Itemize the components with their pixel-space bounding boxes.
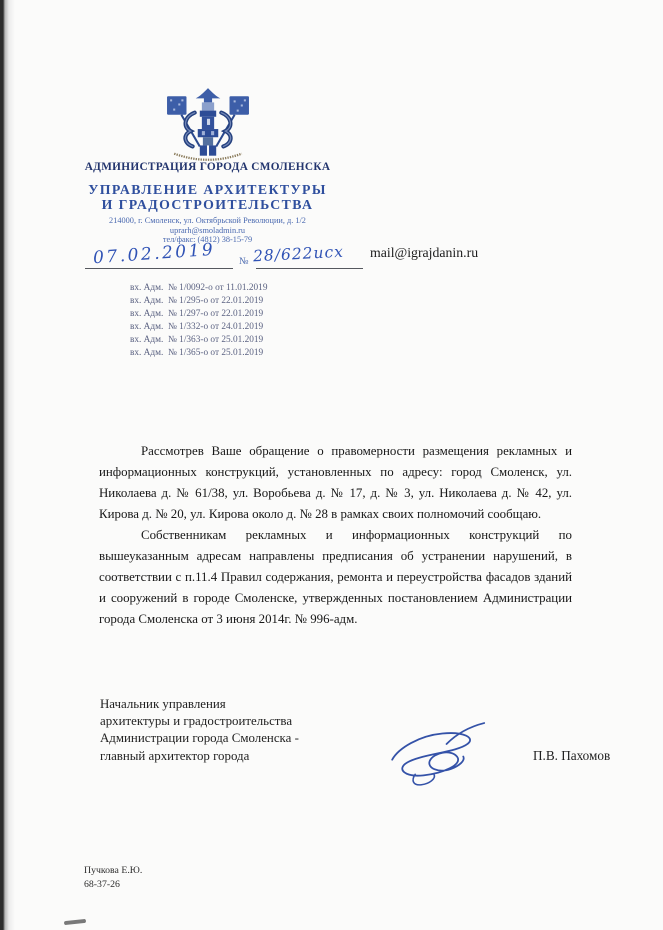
smolensk-coat-of-arms-icon (166, 88, 250, 166)
incoming-ref: вх. Адм. № 1/297-о от 22.01.2019 (130, 308, 264, 319)
scan-smudge-artifact (64, 919, 86, 925)
org-email: uprarh@smoladmin.ru (169, 226, 246, 235)
number-underline (256, 268, 363, 269)
signatory-name: П.В. Пахомов (533, 748, 611, 763)
org-phone: тел/факс: (4812) 38-15-79 (162, 235, 253, 244)
signatory-title-line4: главный архитектор города (100, 748, 250, 763)
date-underline (85, 268, 233, 269)
signatory-title-line3: Администрации города Смоленска - (100, 731, 299, 746)
incoming-ref: вх. Адм. № 1/365-о от 25.01.2019 (130, 347, 264, 358)
incoming-ref: вх. Адм. № 1/363-о от 25.01.2019 (130, 334, 264, 345)
department-name-line2: И ГРАДОСТРОИТЕЛЬСТВА (101, 197, 314, 212)
signatory-title-line1: Начальник управления (100, 697, 226, 711)
incoming-ref: вх. Адм. № 1/0092-о от 11.01.2019 (130, 283, 268, 293)
incoming-ref: вх. Адм. № 1/332-о от 24.01.2019 (130, 321, 264, 332)
signatory-title (100, 696, 299, 765)
signature-autograph (388, 722, 503, 790)
department-name-line1: УПРАВЛЕНИЕ АРХИТЕКТУРЫ (88, 182, 327, 197)
body-paragraph-1: Рассмотрев Ваше обращение о правомерности размещения рекламных и информационных конструкций, установленных по адресу: город Смоленск, ул. Николаева д. № 61/38, ул. Воробьева д. № 17, д. № 3, ул. Николаева д. № 42, ул. Кирова д. № 20, ул. Кирова около д. № 28 в рамках своих полномочий сообщаю. (99, 444, 572, 521)
incoming-ref: вх. Адм. № 1/295-о от 22.01.2019 (130, 295, 264, 306)
incoming-refs-list (130, 282, 267, 359)
signatory-title-line2: архитектуры и градостроительства (100, 714, 293, 729)
letter-body (99, 441, 572, 630)
executor-name: Пучкова Е.Ю. (84, 865, 143, 876)
org-address: 214000, г. Смоленск, ул. Октябрьской Революции, д. 1/2 (109, 216, 306, 225)
number-sign: № (239, 256, 249, 267)
body-paragraph-2: Собственникам рекламных и информационных конструкций по вышеуказанным адресам направлены предписания об устранении нарушений, в соответствии с п.11.4 Правил содержания, ремонта и переустройства фасадов зданий и сооружений в городе Смоленске, утвержденных постановлением Администрации города Смоленска от 3 июня 2014г. № 996-адм. (99, 528, 572, 626)
handwritten-date: 07.02.2019 (92, 239, 216, 269)
org-name: АДМИНИСТРАЦИЯ ГОРОДА СМОЛЕНСКА (84, 161, 331, 173)
recipient-email: mail@igrajdanin.ru (370, 245, 479, 260)
executor-info (84, 864, 142, 891)
handwritten-outgoing-number: 28/622исх (252, 242, 345, 266)
executor-phone: 68-37-26 (84, 878, 120, 890)
scan-edge-artifact (0, 0, 15, 930)
